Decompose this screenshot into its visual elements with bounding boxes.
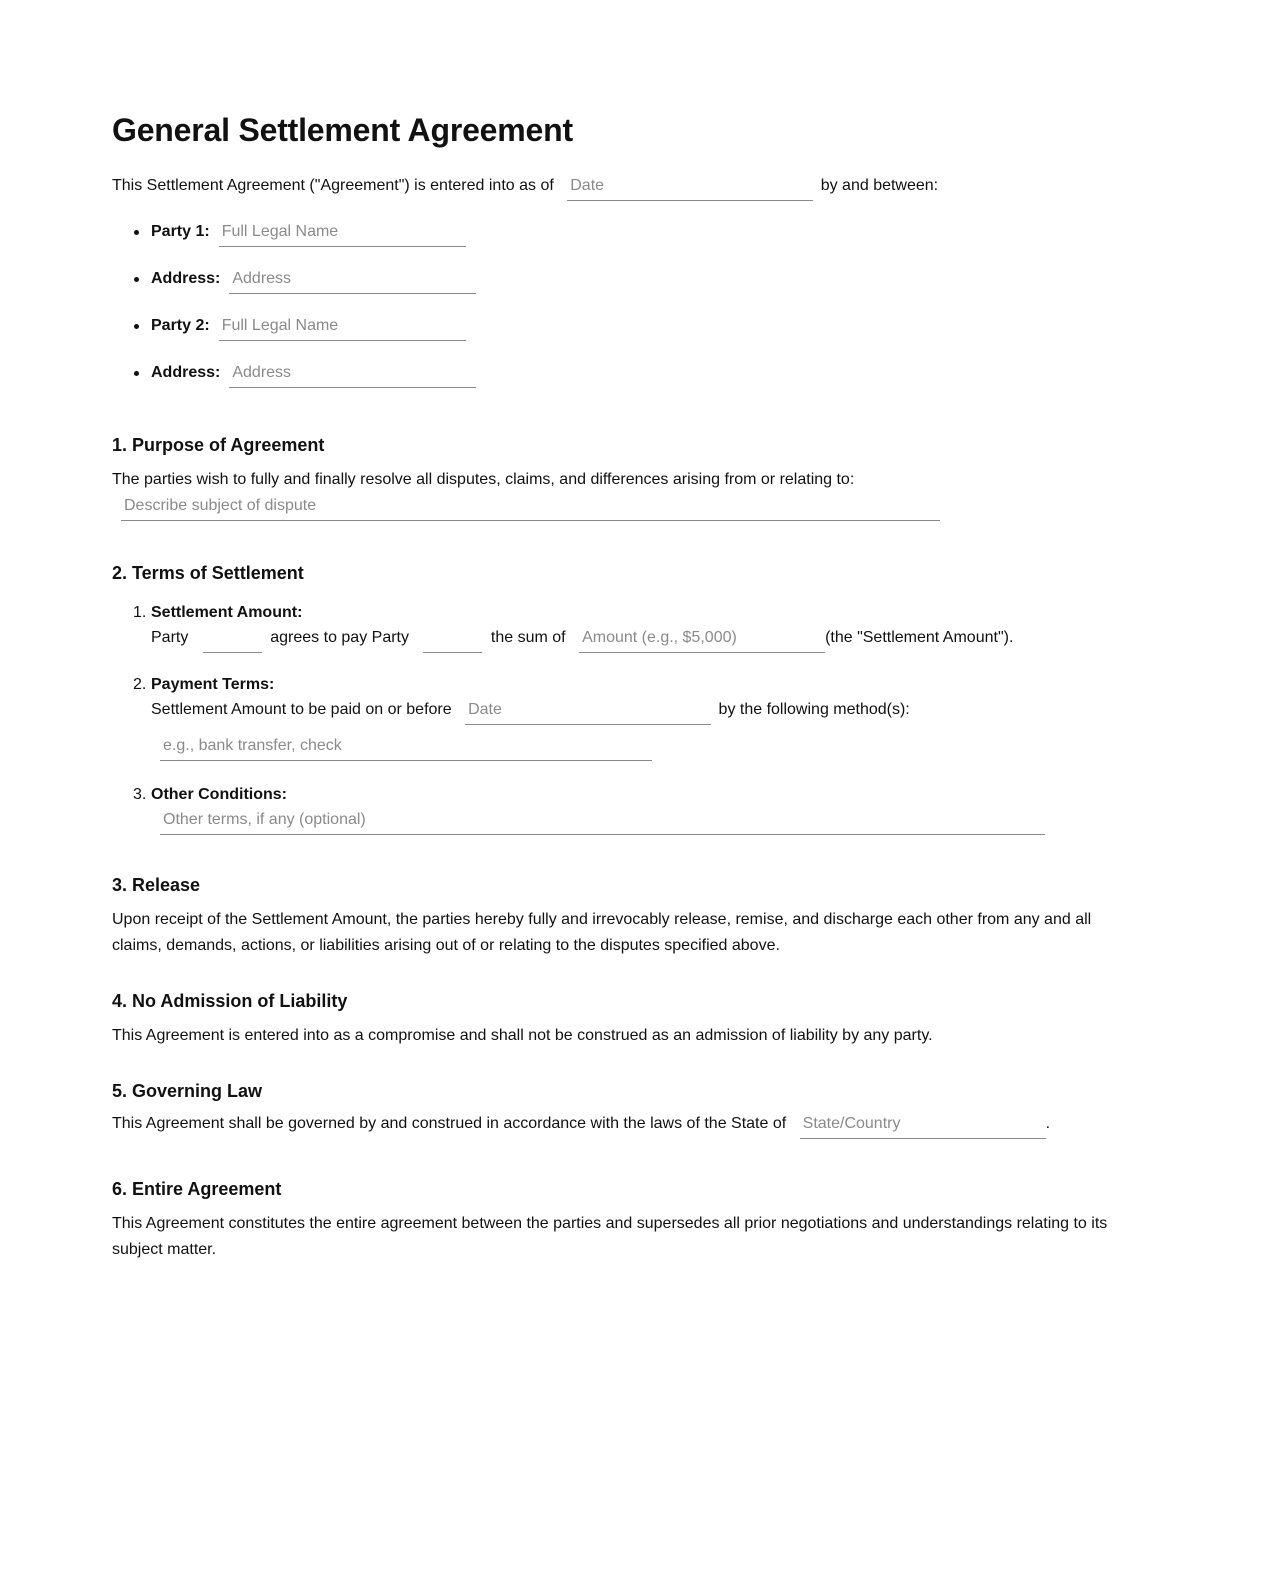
agrees-text: agrees to pay Party (270, 629, 409, 646)
payment-method-input[interactable] (160, 733, 652, 761)
parties-list (112, 217, 1142, 405)
party-2-address-label: Address: (151, 364, 221, 381)
party-1-address-input[interactable] (229, 266, 476, 294)
section-heading-release: 3. Release (112, 875, 201, 895)
term-number: 1. (133, 604, 147, 621)
party-1-name-input[interactable] (219, 219, 466, 247)
party-2-item (134, 311, 1142, 358)
intro-after-text: by and between: (820, 177, 939, 194)
other-conditions-input[interactable] (160, 807, 1045, 835)
term-number: 3. (133, 786, 147, 803)
party-1-item (134, 217, 1142, 264)
governing-law-text: This Agreement shall be governed by and construed in accordance with the laws of the State of (112, 1115, 787, 1132)
party-2-name-input[interactable] (219, 313, 466, 341)
settlement-amount-suffix: (the "Settlement Amount"). (825, 629, 1014, 646)
release-text: Upon receipt of the Settlement Amount, the parties hereby fully and irrevocably release, remise, and discharge each other from any and all claims, demands, actions, or liabilities arising out of or relating to the disputes specified above. (112, 911, 1092, 954)
section-heading-purpose: 1. Purpose of Agreement (112, 435, 325, 455)
entire-agreement-text: This Agreement constitutes the entire agreement between the parties and supersedes all prior negotiations and understandings relating to its subject matter. (112, 1215, 1108, 1258)
no-admission-text: This Agreement is entered into as a compromise and shall not be construed as an admission of liability by any party. (112, 1027, 933, 1044)
section-release (112, 873, 1142, 959)
governing-law-line (112, 1111, 1142, 1139)
term-other-conditions (133, 783, 1142, 835)
page-title: General Settlement Agreement (112, 112, 573, 148)
governing-law-suffix: . (1045, 1115, 1051, 1132)
party-1-address-label: Address: (151, 270, 221, 287)
section-entire-agreement (112, 1177, 1142, 1263)
payment-date-line (151, 697, 1142, 725)
term-payment-terms (133, 673, 1142, 761)
party-1-label: Party 1: (151, 223, 210, 240)
dispute-subject-input[interactable] (121, 493, 940, 521)
settlement-amount-input[interactable] (579, 625, 825, 653)
party-2-address-item (134, 358, 1142, 405)
section-heading-terms: 2. Terms of Settlement (112, 563, 304, 583)
terms-list (112, 601, 1142, 835)
term-title: Payment Terms: (151, 676, 275, 693)
agreement-date-input[interactable] (567, 173, 813, 201)
state-country-input[interactable] (800, 1111, 1046, 1139)
purpose-text: The parties wish to fully and finally resolve all disputes, claims, and differences arising from or relating to: (112, 471, 855, 488)
term-settlement-amount (133, 601, 1142, 653)
section-purpose (112, 433, 1142, 521)
sum-text: the sum of (490, 629, 566, 646)
section-governing-law (112, 1079, 1142, 1139)
party-1-address-item (134, 264, 1142, 311)
party-label: Party (151, 629, 189, 646)
payment-after-text: by the following method(s): (718, 701, 910, 718)
term-number: 2. (133, 676, 147, 693)
section-heading-governing-law: 5. Governing Law (112, 1081, 263, 1101)
section-heading-no-admission: 4. No Admission of Liability (112, 991, 348, 1011)
payment-text: Settlement Amount to be paid on or before (151, 701, 452, 718)
settlement-amount-line (151, 625, 1142, 653)
party-2-address-input[interactable] (229, 360, 476, 388)
term-title: Other Conditions: (151, 786, 287, 803)
term-title: Settlement Amount: (151, 604, 303, 621)
intro-text: This Settlement Agreement ("Agreement") is entered into as of (112, 177, 554, 194)
receiving-party-input[interactable] (423, 625, 482, 653)
section-no-admission (112, 989, 1142, 1049)
paying-party-input[interactable] (203, 625, 262, 653)
section-terms (112, 561, 1142, 835)
section-heading-entire-agreement: 6. Entire Agreement (112, 1179, 282, 1199)
party-2-label: Party 2: (151, 317, 210, 334)
payment-date-input[interactable] (465, 697, 711, 725)
intro-line (112, 172, 1142, 201)
